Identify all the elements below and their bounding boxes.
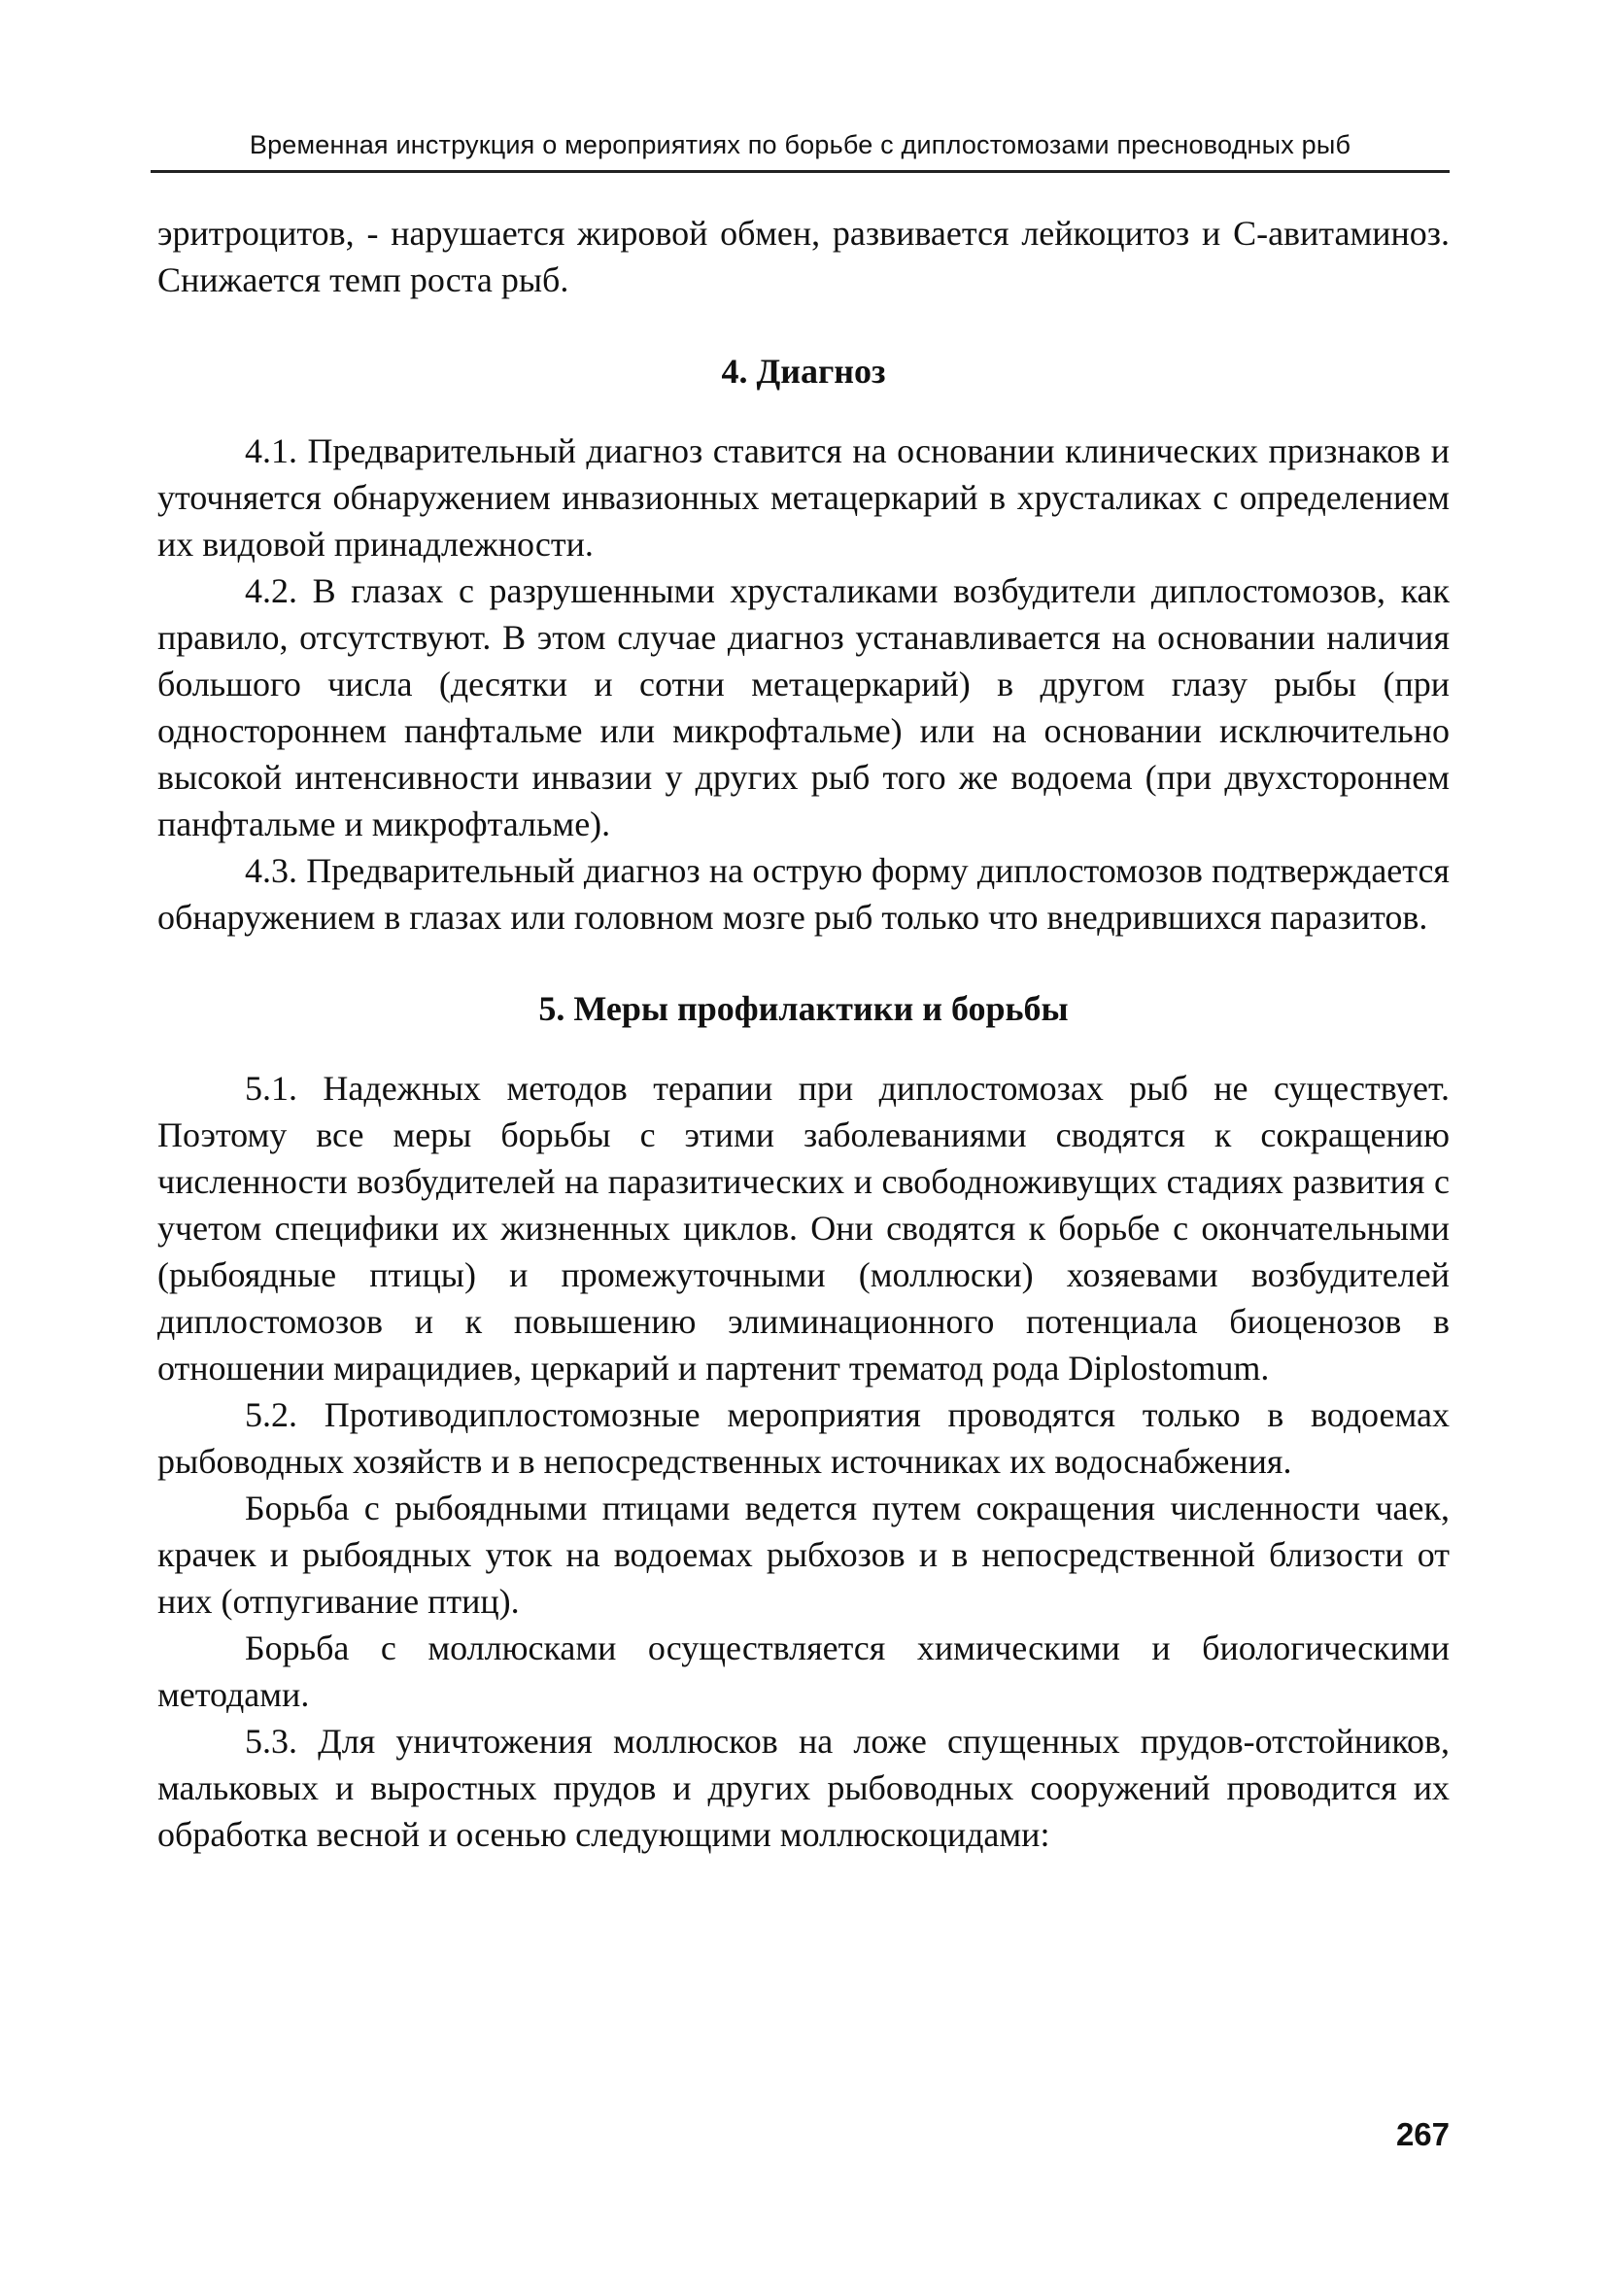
page-number: 267	[1395, 2116, 1450, 2152]
running-header: Временная инструкция о мероприятиях по борьбе с диплостомозами пресноводных рыб	[249, 130, 1351, 159]
paragraph-birds: Борьба с рыбоядными птицами ведется путем сокращения численности чаек, крачек и рыбоядных уток на водоемах рыбхозов и в непосредственной близости от них (отпугивание птиц).	[157, 1489, 1450, 1621]
section-heading-diagnosis: 4. Диагноз	[721, 352, 886, 391]
paragraph-molluscs: Борьба с моллюсками осуществляется химическими и биологическими методами.	[157, 1628, 1450, 1714]
section-heading-prevention: 5. Меры профилактики и борьбы	[538, 989, 1069, 1028]
paragraph-5-1: 5.1. Надежных методов терапии при диплостомозах рыб не существует. Поэтому все меры борьбы с этими заболеваниями сводятся к сокращению численности возбудителей на паразитических и свободноживущих стадиях развития с учетом специфики их жизненных циклов. Они сводятся к борьбе с окончательными (рыбоядные птицы) и промежуточными (моллюски) хозяевами возбудителей диплостомозов и к повышению элиминационного потенциала биоценозов в отношении мирацидиев, церкарий и партенит трематод рода Diplostomum.	[157, 1069, 1450, 1388]
paragraph-intro: эритроцитов, - нарушается жировой обмен, развивается лейкоцитоз и С-авитаминоз. Снижается темп роста рыб.	[157, 214, 1450, 299]
paragraph-4-2: 4.2. В глазах с разрушенными хрусталиками возбудители диплостомозов, как правило, отсутствуют. В этом случае диагноз устанавливается на основании наличия большого числа (десятки и сотни метацеркарий) в другом глазу рыбы (при одностороннем панфтальме или микрофтальме) или на основании исключительно высокой интенсивности инвазии у других рыб того же водоема (при двухстороннем панфтальме и микрофтальме).	[157, 571, 1450, 843]
paragraph-5-3: 5.3. Для уничтожения моллюсков на ложе спущенных прудов-отстойников, мальковых и выростных прудов и других рыбоводных сооружений проводится их обработка весной и осенью следующими моллюскоцидами:	[157, 1722, 1450, 1854]
body-text	[157, 210, 1450, 1858]
paragraph-5-2: 5.2. Противодиплостомозные мероприятия проводятся только в водоемах рыбоводных хозяйств и в непосредственных источниках их водоснабжения.	[157, 1395, 1450, 1481]
paragraph-4-3: 4.3. Предварительный диагноз на острую форму диплостомозов подтверждается обнаружением в глазах или головном мозге рыб только что внедрившихся паразитов.	[157, 851, 1450, 937]
paragraph-4-1: 4.1. Предварительный диагноз ставится на основании клинических признаков и уточняется обнаружением инвазионных метацеркарий в хрусталиках с определением их видовой принадлежности.	[157, 431, 1450, 564]
header-rule	[151, 170, 1450, 173]
